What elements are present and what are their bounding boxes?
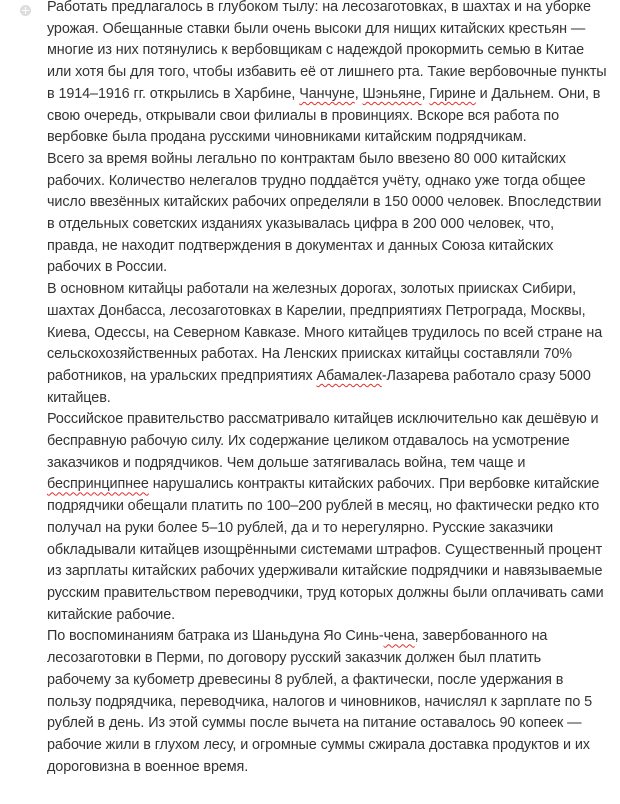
misspelled-word: Гирине: [429, 85, 476, 102]
block-gutter: [0, 0, 40, 804]
text-run: ,: [421, 85, 430, 102]
paragraph: [47, 279, 607, 409]
paragraph: [47, 149, 607, 279]
text-run: нарушались контракты китайских рабочих. При вербовке китайские подрядчики обещали платить по 100–200 рублей в месяц, но фактически редко кто получал на руки более 5–10 рублей, да и то нерегулярно. Русские заказчики обкладывали китайцев изощрёнными системами штрафов. Существенный процент из зарплаты китайских рабочих удерживали китайские подрядчики и навязываемые русским правительством переводчики, труд которых должны были оплачивать сами китайские рабочие.: [47, 476, 604, 623]
misspelled-word: Шэньяне: [362, 85, 422, 102]
paragraph: [47, 626, 607, 778]
text-run: По воспоминаниям батрака из Шаньдуна Яо Синь-: [47, 628, 384, 645]
plus-circle-icon[interactable]: [20, 5, 31, 16]
text-run: ,: [354, 85, 363, 102]
misspelled-word: чена: [383, 628, 415, 645]
misspelled-word: Абамалек: [316, 367, 382, 384]
text-run: Российское правительство рассматривало китайцев исключительно как дешёвую и бесправную рабочую силу. Их содержание целиком отдавалось на усмотрение заказчиков и подрядчиков. Чем дольше затягивалась война, тем чаще и: [47, 411, 599, 471]
text-run: Всего за время войны легально по контрактам было ввезено 80 000 китайских рабочих. Количество нелегалов трудно поддаётся учёту, однако уже тогда общее число ввезённых китайских рабочих определяли в 150 0000 человек. Впоследствии в отдельных советских изданиях указывалась цифра в 200 000 человек, что, правда, не находит подтверждения в документах и данных Союза китайских рабочих в России.: [47, 150, 602, 276]
misspelled-word: беспринципнее: [47, 476, 149, 493]
paragraph: [47, 0, 607, 149]
article-text: [47, 0, 607, 778]
text-run: Работать предлагалось в глубоком тылу: на лесозаготовках, в шахтах и на уборке урожая. Обещанные ставки были очень высоки для нищих китайских крестьян — многие из них потянулись к вербовщикам с надеждой прокормить семью в Китае или хотя бы для того, чтобы избавить её от лишнего рта. Такие вербовочные пункты в 1914–1916 гг. открылись в Харбине,: [47, 0, 607, 102]
text-run: и Дальнем. Они, в свою очередь, открывали свои филиалы в провинциях. Вскоре вся работа по вербовке была продана русскими чиновниками китайским подрядчикам.: [47, 85, 601, 146]
paragraph: [47, 409, 607, 626]
text-run: -Лазарева работало сразу 5000 китайцев.: [47, 367, 591, 406]
misspelled-word: Чанчуне: [299, 85, 355, 102]
text-run: , завербованного на лесозаготовки в Перми, по договору русский заказчик должен был платить рабочему за кубометр древесины 8 рублей, а фактически, после удержания в пользу подрядчика, переводчика, налогов и чиновников, начислял к зарплате по 5 рублей в день. Из этой суммы после вычета на питание оставалось 90 копеек — рабочие жили в глухом лесу, и огромные суммы сжирала доставка продуктов и их дороговизна в военное время.: [47, 628, 593, 775]
text-run: В основном китайцы работали на железных дорогах, золотых приисках Сибири, шахтах Донбасса, лесозаготовках в Карелии, предприятиях Петрограда, Москвы, Киева, Одессы, на Северном Кавказе. Много китайцев трудилось по всей стране на сельскохозяйственных работах. На Ленских приисках китайцы составляли 70% работников, на уральских предприятиях: [47, 281, 603, 384]
